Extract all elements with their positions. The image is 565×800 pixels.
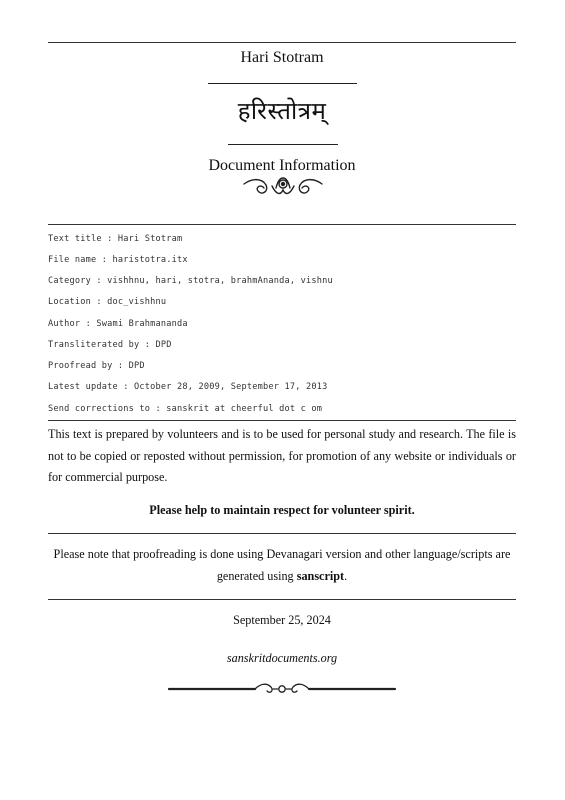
line-ornament-icon — [167, 682, 397, 696]
respect-notice: Please help to maintain respect for volunteer spirit. — [149, 503, 415, 517]
info-latest-update: Latest update : October 28, 2009, September 17, 2013 — [48, 382, 328, 392]
info-transliterated-by: Transliterated by : DPD — [48, 340, 172, 350]
devanagari-underline — [228, 144, 338, 145]
info-file-name: File name : haristotra.itx — [48, 255, 188, 265]
info-bottom-rule — [48, 420, 516, 421]
info-location: Location : doc_vishhnu — [48, 297, 167, 307]
info-text-title: Text title : Hari Stotram — [48, 234, 183, 244]
info-category: Category : vishhnu, hari, stotra, brahmAnanda, vishnu — [48, 276, 333, 286]
info-send-corrections: Send corrections to : sanskrit at cheerful dot c om — [48, 404, 323, 414]
footer-top-rule — [48, 599, 516, 600]
notice-divider-rule — [48, 533, 516, 534]
publication-date: September 25, 2024 — [233, 613, 331, 627]
site-name: sanskritdocuments.org — [226, 651, 338, 665]
info-top-rule — [48, 224, 516, 225]
proofreading-note-suffix: . — [344, 568, 348, 583]
proofreading-note — [48, 544, 516, 587]
info-author: Author : Swami Brahmananda — [48, 319, 188, 329]
volunteer-notice: This text is prepared by volunteers and is to be used for personal study and research. The file is not to be copied or reposted without permission, for promotion of any website or individuals or for commercial purpose. — [48, 427, 516, 484]
title-underline — [208, 83, 357, 84]
devanagari-title: हरिस्तोत्रम् — [237, 97, 327, 125]
document-title: Hari Stotram — [240, 49, 324, 66]
info-proofread-by: Proofread by : DPD — [48, 361, 145, 371]
flourish-ornament-icon — [242, 176, 324, 200]
sanscript-term: sanscript — [296, 568, 345, 583]
section-heading: Document Information — [208, 157, 356, 174]
top-rule — [48, 42, 516, 43]
proofreading-note-text: Please note that proofreading is done using Devanagari version and other language/scripts are generated using — [53, 547, 511, 583]
